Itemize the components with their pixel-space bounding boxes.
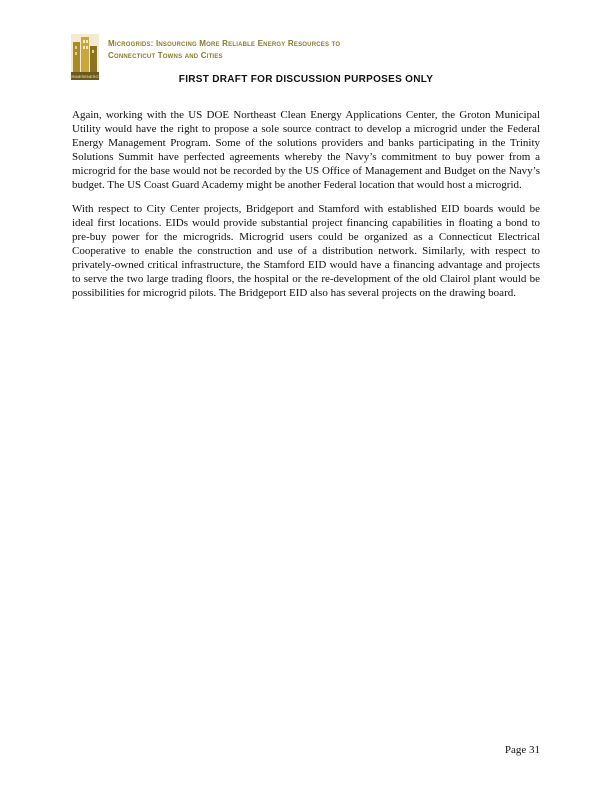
page-number: Page 31 [504, 744, 540, 756]
draft-notice: FIRST DRAFT FOR DISCUSSION PURPOSES ONLY [178, 74, 434, 85]
logo-text: PRIMERENERGY [68, 74, 102, 79]
paragraph: With respect to City Center projects, Bridgeport and Stamford with established EID boards would be ideal first locations. EIDs would provide substantial project financing capabilities in floating a bond to pre-buy power for the microgrids. Microgrid users could be organized as a Connecticut Electrical Cooperative to enable the construction and use of a distribution network. Similarly, with respect to privately-owned critical infrastructure, the Stamford EID would have a financing advantage and projects to serve the two large trading floors, the hospital or the re-development of the old Clairol plant would be possibilities for microgrid pilots. The Bridgeport EID also has several projects on the drawing board. [72, 203, 540, 299]
paragraph: Again, working with the US DOE Northeast Clean Energy Applications Center, the Groton Municipal Utility would have the right to propose a sole source contract to develop a microgrid under the Federal Energy Management Program. Some of the solutions providers and banks participating in the Trinity Solutions Summit have perfected agreements whereby the Navy’s commitment to buy power from a microgrid for the base would not be recorded by the US Office of Management and Budget on the Navy’s budget. The US Coast Guard Academy might be another Federal location that would host a microgrid. [72, 109, 540, 191]
title-line-1: Microgrids: Insourcing More Reliable Energy Resources to [108, 39, 341, 48]
body-text [72, 108, 540, 310]
title-line-2: Connecticut Towns and Cities [108, 51, 223, 60]
document-title [108, 38, 548, 62]
